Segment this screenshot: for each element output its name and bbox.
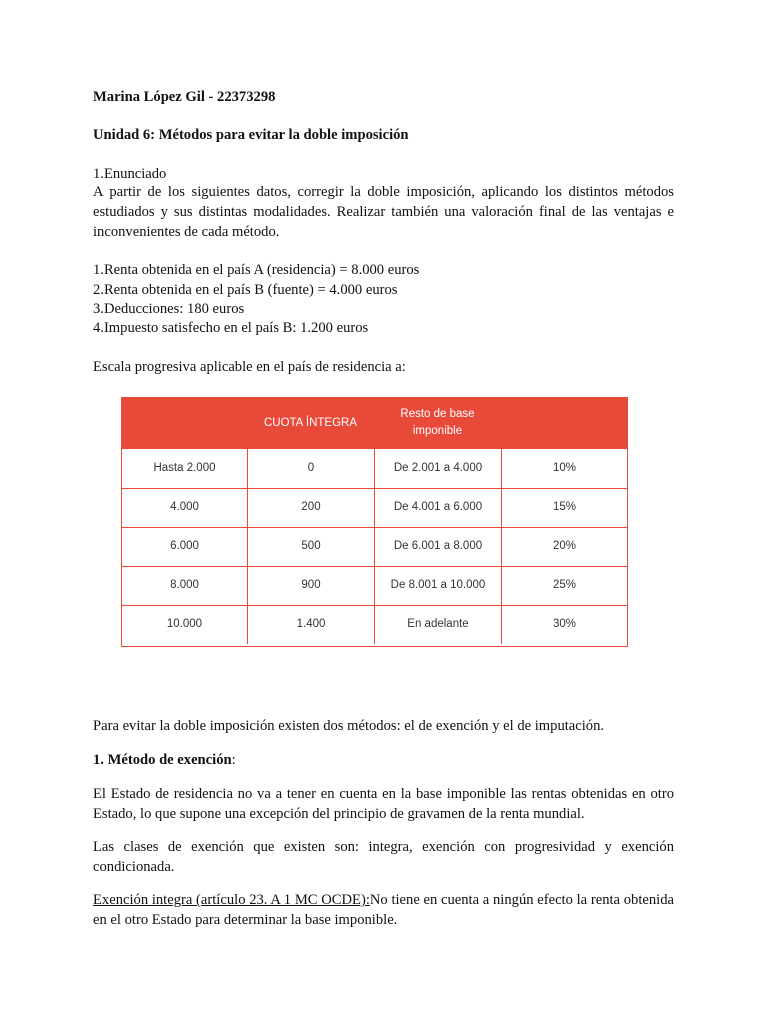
- table-cell: De 2.001 a 4.000: [375, 449, 502, 488]
- scale-intro: Escala progresiva aplicable en el país de residencia a:: [93, 359, 406, 375]
- integral-exemption-text: No tiene en cuenta a ningún efecto la renta obtenida en el otro Estado para determinar la base imponible.: [93, 892, 674, 928]
- table-row: [122, 566, 627, 606]
- classes-paragraph: Las clases de exención que existen son: integra, exención con progresividad y exención condicionada.: [93, 839, 674, 875]
- statement-heading: 1.Enunciado: [93, 166, 167, 182]
- header-cuota-integra: CUOTA ÍNTEGRA: [263, 417, 358, 429]
- table-cell: De 6.001 a 8.000: [375, 527, 502, 566]
- table-cell: De 4.001 a 6.000: [375, 488, 502, 527]
- table-cell: 0: [248, 449, 375, 488]
- table-cell: 30%: [552, 618, 577, 630]
- table-cell: 1.400: [248, 605, 375, 644]
- unit-title: Unidad 6: Métodos para evitar la doble imposición: [93, 127, 409, 143]
- data-item-1: 1.Renta obtenida en el país A (residencia) = 8.000 euros: [93, 262, 420, 278]
- table-body: [121, 449, 628, 647]
- exemption-paragraph: El Estado de residencia no va a tener en cuenta en la base imponible las rentas obtenidas en otro Estado, lo que supone una excepción del principio de gravamen de la renta mundial.: [93, 786, 674, 822]
- table-cell: 15%: [552, 501, 577, 513]
- header-resto-line2: imponible: [412, 425, 463, 437]
- integral-exemption-paragraph: [93, 890, 674, 930]
- table-cell: 25%: [552, 579, 577, 591]
- method1-title-text: 1. Método de exención: [93, 752, 232, 768]
- data-item-2: 2.Renta obtenida en el país B (fuente) = 4.000 euros: [93, 282, 398, 298]
- data-item-3: 3.Deducciones: 180 euros: [93, 301, 245, 317]
- method1-title-colon: :: [231, 752, 236, 768]
- table-row: [122, 488, 627, 528]
- table-row: [122, 449, 627, 489]
- statement-text: A partir de los siguientes datos, corregir la doble imposición, aplicando los distintos métodos estudiados y sus distintas modalidades. Realizar también una valoración final de las ventajas e inconvenientes de cada método.: [93, 184, 674, 240]
- table-cell: Hasta 2.000: [122, 449, 248, 488]
- method1-title: [93, 751, 236, 769]
- author-line: Marina López Gil - 22373298: [93, 89, 276, 105]
- integral-exemption-label: Exención integra (artículo 23. A 1 MC OCDE):: [93, 892, 370, 908]
- table-cell: 8.000: [122, 566, 248, 605]
- table-cell: 10.000: [122, 605, 248, 644]
- table-cell: 200: [248, 488, 375, 527]
- table-row: [122, 605, 627, 644]
- data-item-4: 4.Impuesto satisfecho en el país B: 1.200 euros: [93, 320, 369, 336]
- table-row: [122, 527, 627, 567]
- table-cell: 6.000: [122, 527, 248, 566]
- progressive-scale-table: [121, 397, 628, 648]
- table-cell: 500: [248, 527, 375, 566]
- table-cell: 20%: [552, 540, 577, 552]
- table-cell: De 8.001 a 10.000: [375, 566, 502, 605]
- table-cell: 4.000: [122, 488, 248, 527]
- header-resto-line1: Resto de base: [400, 408, 475, 420]
- table-cell: 900: [248, 566, 375, 605]
- table-cell: En adelante: [375, 605, 502, 644]
- methods-intro: Para evitar la doble imposición existen dos métodos: el de exención y el de imputación.: [93, 718, 605, 734]
- table-cell: 10%: [552, 462, 577, 474]
- table-header: [121, 397, 628, 449]
